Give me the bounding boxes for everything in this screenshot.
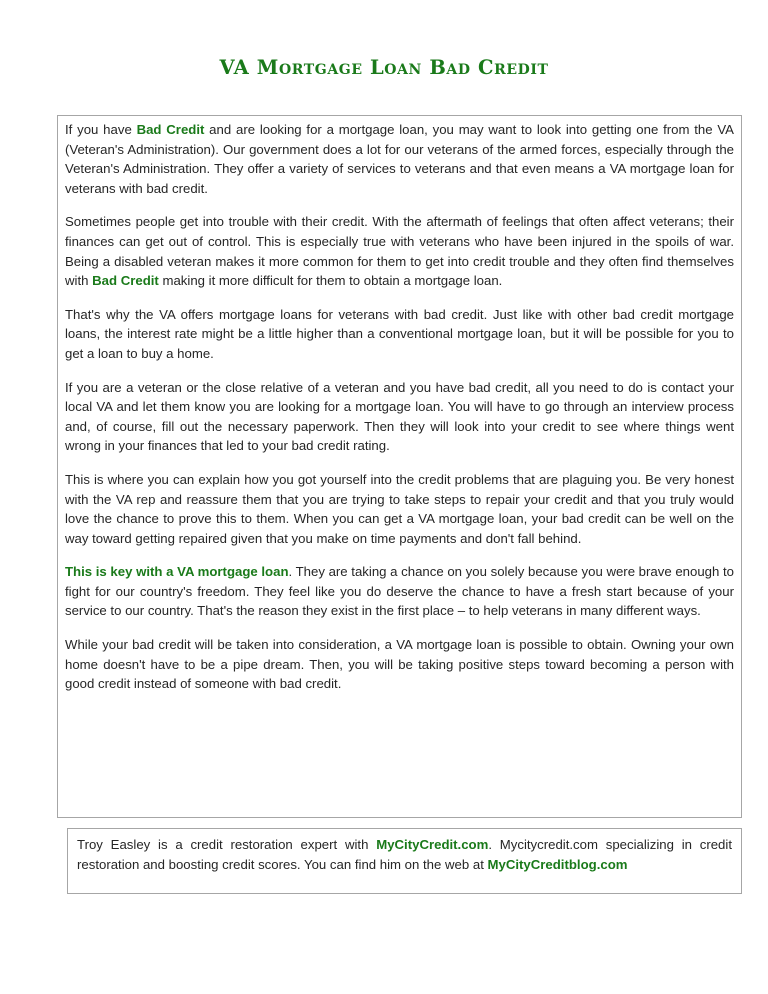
article-paragraph-1 bbox=[65, 120, 734, 198]
footer-run-2: . Mycitycredit.com specializing in credit restoration and boosting credit scores. You can find him on the web at bbox=[77, 837, 732, 872]
author-bio-box bbox=[67, 828, 742, 894]
footer-highlight-3: MyCityCreditblog.com bbox=[487, 856, 628, 872]
footer-run-0: Troy Easley is a credit restoration expert with bbox=[77, 837, 377, 852]
author-bio-text bbox=[77, 835, 732, 874]
article-paragraph-5 bbox=[65, 470, 734, 548]
article-paragraph-4 bbox=[65, 378, 734, 456]
page-title: VA Mortgage Loan Bad Credit bbox=[219, 56, 549, 79]
paragraph-6-run-1: . They are taking a chance on you solely because you were brave enough to fight for our country's freedom. They feel like you do deserve the chance to have a fresh start because of your service to our country. That's the reason they exist in the first place – to help veterans in many different ways. bbox=[65, 564, 735, 619]
paragraph-1-run-2: and are looking for a mortgage loan, you may want to look into getting one from the VA (Veteran's Administration). Our government does a lot for our veterans of the armed forces, especially through the Veteran's Administration. They offer a variety of services to veterans and that even means a VA mortgage loan for veterans with bad credit. bbox=[65, 122, 734, 196]
article-paragraph-6 bbox=[65, 562, 734, 621]
paragraph-1-highlight-1: Bad Credit bbox=[136, 122, 205, 137]
paragraph-2-run-2: making it more difficult for them to obtain a mortgage loan. bbox=[158, 273, 503, 289]
paragraph-5-run-0: This is where you can explain how you got yourself into the credit problems that are plaguing you. Be very honest with the VA rep and reassure them that you are trying to take steps to repair your credit and that you truly would love the chance to prove this to them. When you can get a VA mortgage loan, your bad credit can be well on the way toward getting repaired given that you make on time payments and don't fall behind. bbox=[65, 471, 734, 546]
paragraph-7-run-0: While your bad credit will be taken into consideration, a VA mortgage loan is possible to obtain. Owning your own home doesn't have to be a pipe dream. Then, you will be taking positive steps toward becoming a person with good credit instead of someone with bad credit. bbox=[65, 637, 734, 692]
article-paragraph-2 bbox=[65, 212, 734, 290]
article-paragraph-7 bbox=[65, 635, 734, 694]
article-paragraphs bbox=[65, 120, 734, 694]
paragraph-6-highlight-0: This is key with a VA mortgage loan bbox=[65, 564, 289, 580]
paragraph-1-run-0: If you have bbox=[65, 122, 137, 137]
paragraph-2-run-0: Sometimes people get into trouble with their credit. With the aftermath of feelings that often affect veterans; their finances can get out of control. This is especially true with veterans who have been injured in the spoils of war. Being a disabled veteran makes it more common for them to get into credit trouble and they often find themselves with bbox=[65, 214, 734, 289]
article-paragraph-3 bbox=[65, 305, 734, 364]
paragraph-3-run-0: That's why the VA offers mortgage loans for veterans with bad credit. Just like with other bad credit mortgage loans, the interest rate might be a little higher than a conventional mortgage loan, but it will be possible for you to get a loan to buy a home. bbox=[65, 306, 734, 361]
footer-highlight-1: MyCityCredit.com bbox=[376, 837, 489, 852]
article-body-box bbox=[57, 115, 742, 818]
paragraph-4-run-0: If you are a veteran or the close relative of a veteran and you have bad credit, all you need to do is contact your local VA and let them know you are looking for a mortgage loan. You will have to go through an interview process and, of course, fill out the necessary paperwork. Then they will look into your credit to see where things went wrong in your finances that led to your bad credit rating. bbox=[65, 379, 734, 454]
paragraph-2-highlight-1: Bad Credit bbox=[92, 273, 159, 289]
